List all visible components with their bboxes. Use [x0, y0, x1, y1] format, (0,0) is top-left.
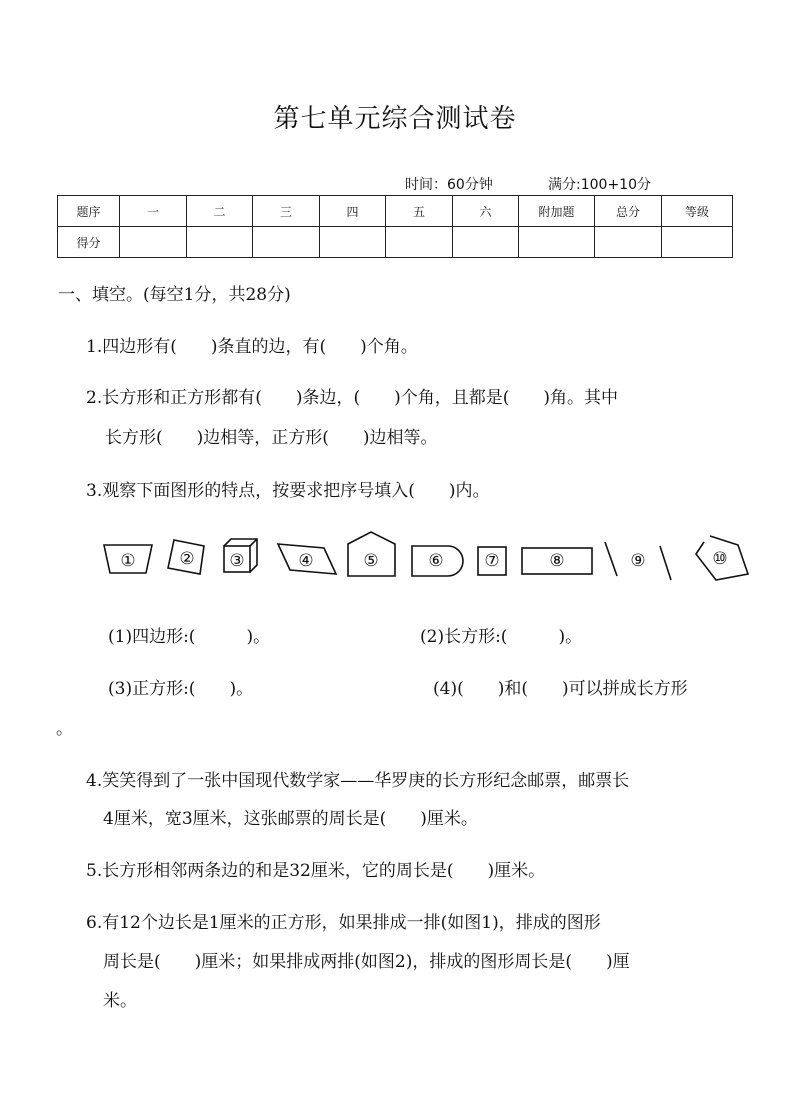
question-6-line-1: 6.有12个边长是1厘米的正方形，如果排成一排(如图1)，排成的图形 — [86, 913, 601, 933]
score-table-header-row — [58, 196, 733, 227]
question-5: 5.长方形相邻两条边的和是32厘米，它的周长是( )厘米。 — [86, 861, 546, 881]
shape-label: ⑥ — [428, 551, 444, 571]
header-cell: 四 — [320, 196, 386, 227]
header-cell: 题序 — [58, 196, 120, 227]
question-3-sub-4-tail: 。 — [56, 719, 73, 739]
section-heading: 一、填空。(每空1分，共28分) — [58, 285, 291, 305]
question-4-line-2: 4厘米，宽3厘米，这张邮票的周长是( )厘米。 — [103, 809, 478, 829]
shape-label: ⑦ — [484, 551, 500, 571]
shape-label: ③ — [229, 551, 245, 571]
shape-label: ④ — [298, 551, 314, 571]
header-cell: 二 — [187, 196, 253, 227]
question-2-line-2: 长方形( )边相等，正方形( )边相等。 — [105, 428, 438, 448]
question-6-line-3: 米。 — [103, 991, 137, 1011]
score-cell[interactable] — [253, 227, 320, 258]
score-cell[interactable] — [386, 227, 453, 258]
question-4-line-1: 4.笑笑得到了一张中国现代数学家——华罗庚的长方形纪念邮票，邮票长 — [86, 771, 630, 791]
header-cell: 三 — [253, 196, 320, 227]
shape-label: ⑤ — [363, 551, 379, 571]
question-1: 1.四边形有( )条直的边，有( )个角。 — [86, 337, 418, 357]
shape-label: ⑩ — [712, 549, 728, 569]
question-2-line-1: 2.长方形和正方形都有( )条边，( )个角，且都是( )角。其中 — [86, 388, 619, 408]
question-3-sub-2: (2)长方形:( )。 — [420, 627, 583, 647]
score-table-score-row — [58, 227, 733, 258]
score-cell[interactable] — [120, 227, 187, 258]
header-cell: 六 — [453, 196, 519, 227]
shape-label: ⑨ — [630, 551, 646, 571]
header-cell: 总分 — [595, 196, 662, 227]
score-cell[interactable] — [453, 227, 519, 258]
shape-label: ② — [179, 549, 195, 569]
header-cell: 等级 — [662, 196, 733, 227]
score-row-label: 得分 — [58, 227, 120, 258]
score-cell[interactable] — [595, 227, 662, 258]
exam-time: 时间：60分钟 — [405, 177, 493, 193]
shapes-figure — [100, 526, 760, 592]
score-cell[interactable] — [519, 227, 595, 258]
question-3-sub-1: (1)四边形:( )。 — [108, 627, 271, 647]
header-cell: 一 — [120, 196, 187, 227]
page-title: 第七单元综合测试卷 — [273, 104, 517, 134]
header-cell: 五 — [386, 196, 453, 227]
shape-label: ⑧ — [549, 551, 565, 571]
score-cell[interactable] — [662, 227, 733, 258]
question-6-line-2: 周长是( )厘米；如果排成两排(如图2)，排成的图形周长是( )厘 — [103, 952, 630, 972]
question-3-sub-4: (4)( )和( )可以拼成长方形 — [433, 679, 688, 699]
score-table — [57, 195, 733, 258]
score-cell[interactable] — [187, 227, 253, 258]
question-3: 3.观察下面图形的特点，按要求把序号填入( )内。 — [86, 481, 490, 501]
question-3-sub-3: (3)正方形:( )。 — [108, 679, 254, 699]
header-cell: 附加题 — [519, 196, 595, 227]
score-cell[interactable] — [320, 227, 386, 258]
shape-label: ① — [120, 551, 136, 571]
full-score: 满分:100+10分 — [548, 177, 651, 193]
